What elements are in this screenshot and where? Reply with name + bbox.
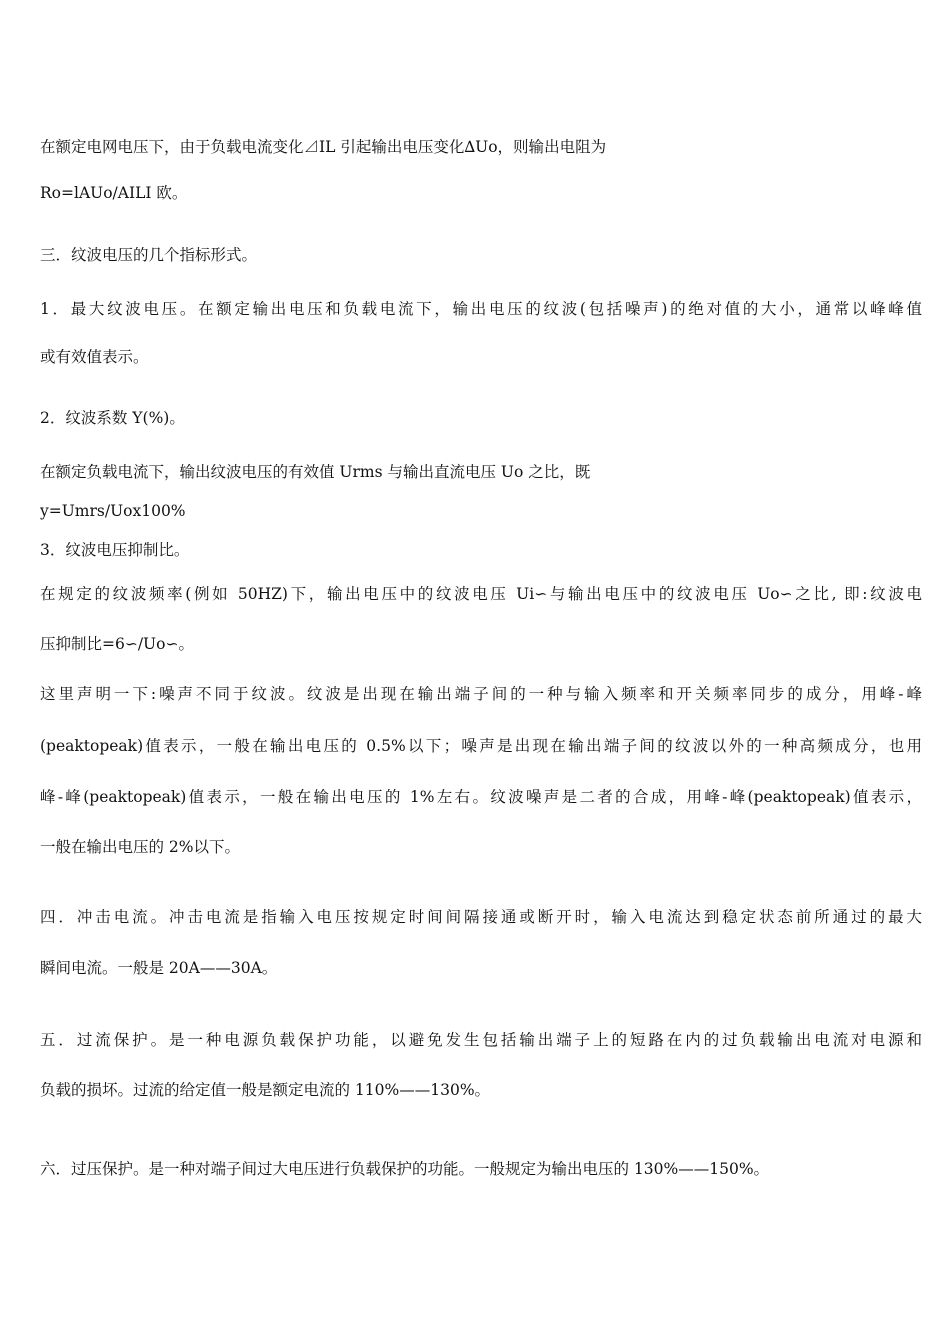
text-line: 2．纹波系数 Y(%)。: [40, 409, 185, 427]
text-line: 压抑制比=6∽/Uo∽。: [40, 635, 194, 653]
text-line: 峰-峰(peaktopeak)值表示，一般在输出电压的 1%左右。纹波噪声是二者的合成，用峰-峰(peaktopeak)值表示，: [40, 788, 922, 806]
text-line: 六．过压保护。是一种对端子间过大电压进行负载保护的功能。一般规定为输出电压的 130%——150%。: [40, 1160, 770, 1178]
text-line: 瞬间电流。一般是 20A——30A。: [40, 959, 278, 977]
text-line: (peaktopeak)值表示，一般在输出电压的 0.5%以下；噪声是出现在输出端子间的纹波以外的一种高频成分，也用: [40, 737, 922, 755]
text-line: 在额定负载电流下，输出纹波电压的有效值 Urms 与输出直流电压 Uo 之比，既: [40, 463, 591, 481]
text-line: 一般在输出电压的 2%以下。: [40, 838, 241, 856]
text-line: 或有效值表示。: [40, 348, 149, 366]
text-line: 五．过流保护。是一种电源负载保护功能，以避免发生包括输出端子上的短路在内的过负载输出电流对电源和: [40, 1031, 922, 1049]
text-line: 在额定电网电压下，由于负载电流变化⊿IL 引起输出电压变化∆Uo，则输出电阻为: [40, 138, 607, 156]
text-line: Ro=lAUo/AILI 欧。: [40, 184, 188, 202]
text-line: 3．纹波电压抑制比。: [40, 541, 190, 559]
text-line: 这里声明一下:噪声不同于纹波。纹波是出现在输出端子间的一种与输入频率和开关频率同步的成分，用峰-峰: [40, 685, 922, 703]
text-line: 在规定的纹波频率(例如 50HZ)下，输出电压中的纹波电压 Ui∽与输出电压中的纹波电压 Uo∽之比, 即:纹波电: [40, 585, 922, 603]
text-line: 1．最大纹波电压。在额定输出电压和负载电流下，输出电压的纹波(包括噪声)的绝对值的大小，通常以峰峰值: [40, 300, 922, 318]
text-line: 负载的损坏。过流的给定值一般是额定电流的 110%——130%。: [40, 1081, 491, 1099]
section-heading: 三．纹波电压的几个指标形式。: [40, 246, 258, 264]
text-line: 四．冲击电流。冲击电流是指输入电压按规定时间间隔接通或断开时，输入电流达到稳定状态前所通过的最大: [40, 908, 922, 926]
formula-line: y=Umrs/Uox100%: [40, 502, 186, 520]
